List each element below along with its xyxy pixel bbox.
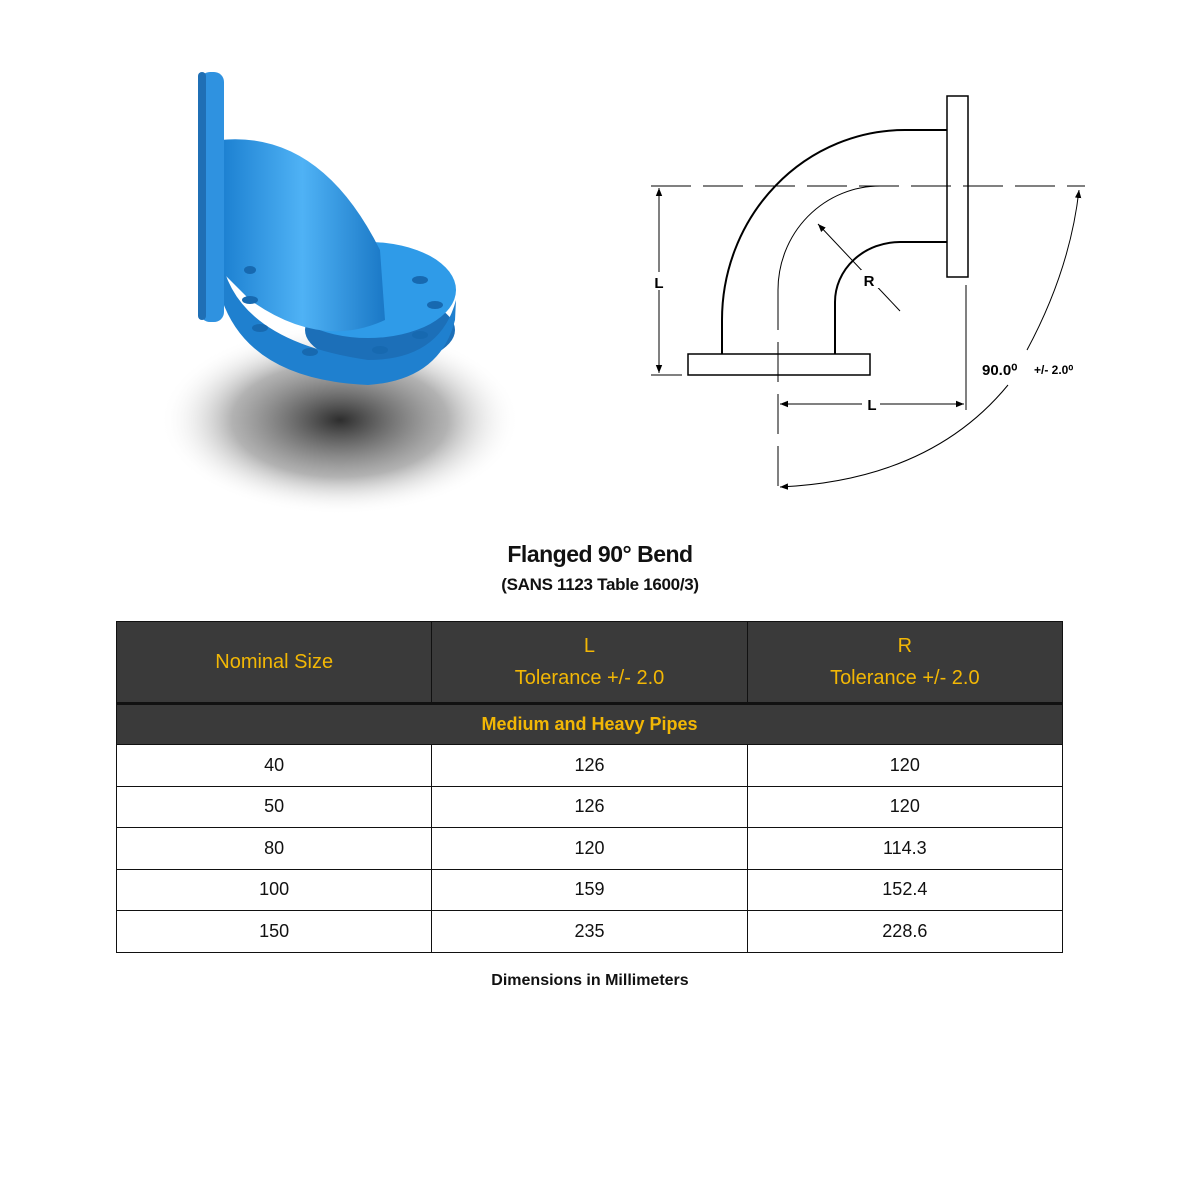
table-header-row xyxy=(117,622,1063,704)
cell: 152.4 xyxy=(747,869,1062,911)
horizontal-l-label: L xyxy=(867,397,877,414)
page-subtitle: (SANS 1123 Table 1600/3) xyxy=(501,575,699,594)
cell: 80 xyxy=(117,828,432,870)
table-row xyxy=(117,745,1063,787)
header-l xyxy=(432,622,747,704)
cell: 114.3 xyxy=(747,828,1062,870)
cell: 120 xyxy=(747,786,1062,828)
angle-arc-upper xyxy=(1027,190,1079,350)
table-row xyxy=(117,828,1063,870)
cell: 40 xyxy=(117,745,432,787)
header-nominal-size xyxy=(117,622,432,704)
header-tolerance: Tolerance +/- 2.0 xyxy=(830,667,980,689)
table-row xyxy=(117,869,1063,911)
dimensions-table xyxy=(116,621,1063,953)
angle-tolerance: +/- 2.0⁰ xyxy=(1034,363,1074,377)
technical-drawing xyxy=(0,0,1180,520)
section-header: Medium and Heavy Pipes xyxy=(117,704,1063,745)
cell: 126 xyxy=(432,745,747,787)
cell: 228.6 xyxy=(747,911,1062,953)
cell: 126 xyxy=(432,786,747,828)
header-label: Nominal Size xyxy=(215,651,334,673)
cell: 50 xyxy=(117,786,432,828)
cell: 235 xyxy=(432,911,747,953)
radius-label: R xyxy=(863,273,875,290)
header-label: L xyxy=(583,635,596,657)
inner-bend xyxy=(835,242,947,354)
page-title: Flanged 90° Bend xyxy=(507,541,693,567)
table-row xyxy=(117,911,1063,953)
header-tolerance: Tolerance +/- 2.0 xyxy=(514,667,665,689)
bottom-flange xyxy=(688,354,870,375)
cell: 150 xyxy=(117,911,432,953)
angle-label: 90.0⁰ xyxy=(982,362,1018,379)
cell: 120 xyxy=(432,828,747,870)
header-label: R xyxy=(897,635,913,657)
footer-note: Dimensions in Millimeters xyxy=(491,972,689,989)
cell: 120 xyxy=(747,745,1062,787)
vertical-l-label: L xyxy=(654,275,664,292)
cell: 100 xyxy=(117,869,432,911)
radius-line xyxy=(818,224,900,311)
cell: 159 xyxy=(432,869,747,911)
angle-arc-lower xyxy=(780,385,1008,487)
header-r xyxy=(747,622,1062,704)
table-row xyxy=(117,786,1063,828)
